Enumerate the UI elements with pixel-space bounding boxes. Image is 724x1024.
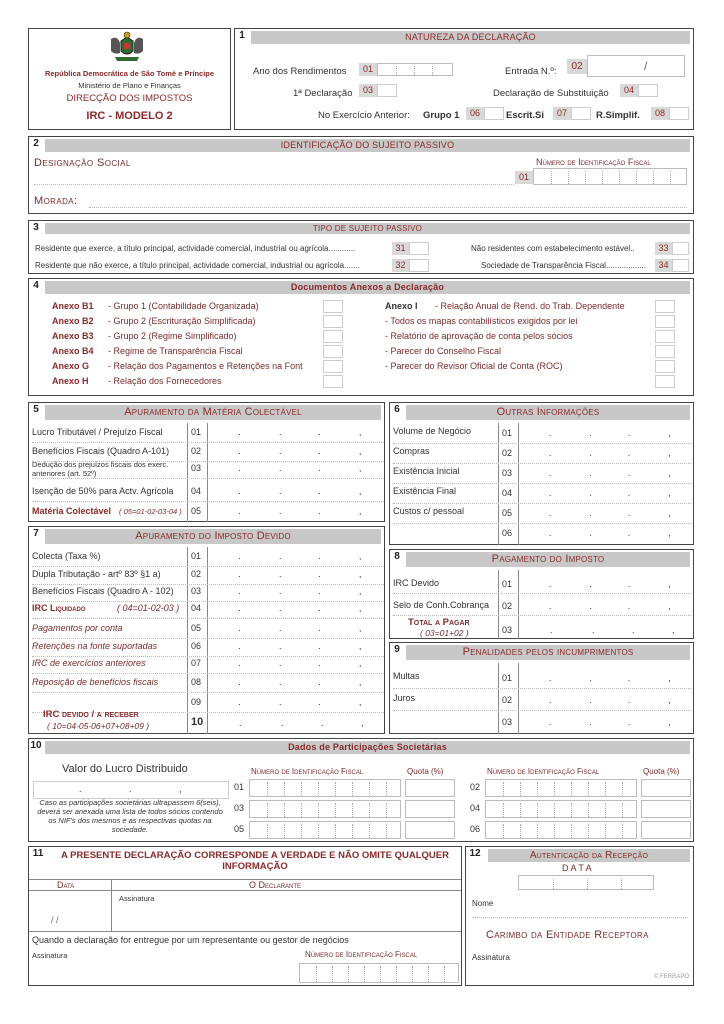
penalidades-row-code: 02 <box>502 695 513 705</box>
section-2-identificacao <box>28 136 694 214</box>
materia-row-label: Benefícios Fiscais (Quadro A-101) <box>32 446 170 456</box>
irc-devido-formula: ( 10=04-05-06+07+08+09 ) <box>47 721 150 731</box>
imposto-row-amount[interactable]: . . . , <box>238 623 362 633</box>
repr-nif-input[interactable] <box>299 963 459 983</box>
anexo-left-code: Anexo H <box>52 376 89 386</box>
outras-row-code: 05 <box>502 508 513 518</box>
nif-code: 01 <box>515 171 533 184</box>
participacao-nif-input[interactable] <box>485 779 637 797</box>
anexo-right-checkbox[interactable] <box>655 345 675 358</box>
nome-label: Nome <box>472 899 494 908</box>
materia-row-label: Matéria Colectável <box>32 506 112 516</box>
section-title: Penalidades pelos incumprimentos <box>406 645 690 660</box>
section-title: Documentos Anexos a Declaração <box>45 281 690 294</box>
section-number: 10 <box>30 740 42 751</box>
anexo-right-checkbox[interactable] <box>655 330 675 343</box>
participacao-code: 04 <box>467 802 483 815</box>
materia-row-code: 01 <box>191 427 202 437</box>
imposto-row-code: 03 <box>191 586 202 596</box>
section-11-declaracao <box>28 846 462 986</box>
participacao-nif-input[interactable] <box>249 800 401 818</box>
anexo-left-checkbox[interactable] <box>323 360 343 373</box>
participacao-quota-input[interactable] <box>405 779 455 797</box>
tipo-34-code: 34 <box>655 259 672 272</box>
direction-name: DIRECÇÃO DOS IMPOSTOS <box>66 93 193 104</box>
section-12-autenticacao <box>465 846 694 986</box>
anexo-right-checkbox[interactable] <box>655 360 675 373</box>
participacao-nif-input[interactable] <box>249 779 401 797</box>
materia-row-amount[interactable]: . . . , <box>238 446 362 456</box>
rsimpl-code: 08 <box>651 107 669 120</box>
section-9-penalidades <box>389 642 694 734</box>
tipo-33-checkbox[interactable] <box>672 242 689 255</box>
participacao-quota-input[interactable] <box>405 800 455 818</box>
participacao-code: 02 <box>467 781 483 794</box>
coat-of-arms-emblem-icon <box>107 31 147 63</box>
penalidades-row-label: Multas <box>393 671 420 681</box>
outras-row-amount[interactable]: . . . , <box>548 528 671 538</box>
anexo-right-checkbox[interactable] <box>655 375 675 388</box>
penalidades-row-amount[interactable]: . . . , <box>548 673 671 683</box>
section-1-natureza <box>234 28 694 130</box>
pagamento-row-amount[interactable]: . . . , <box>548 601 671 611</box>
carimbo-label: Carimbo da Entidade Receptora <box>486 929 649 941</box>
imposto-row-code: 05 <box>191 623 202 633</box>
section-number: 12 <box>469 848 481 859</box>
nif-header-left: Número de Identificação Fiscal <box>251 767 364 776</box>
valor-amount[interactable]: . . , <box>33 781 229 799</box>
exerc-label: No Exercício Anterior: <box>318 110 410 121</box>
primeira-code: 03 <box>359 84 377 97</box>
section-number: 11 <box>32 848 44 859</box>
pagamento-row-code: 01 <box>502 579 513 589</box>
imposto-row-amount[interactable]: . . . , <box>238 569 362 579</box>
section-7-imposto <box>28 526 385 734</box>
section-number: 6 <box>394 404 400 415</box>
escrit-checkbox[interactable] <box>571 107 591 120</box>
anexo-left-checkbox[interactable] <box>323 345 343 358</box>
ano-input[interactable] <box>377 63 453 76</box>
participacao-quota-input[interactable] <box>641 821 691 839</box>
assinatura2-label: Assinatura <box>32 951 68 960</box>
section-title: TIPO DE SUJEITO PASSIVO <box>45 223 690 234</box>
recepcao-date-input[interactable] <box>518 875 654 890</box>
section-title: NATUREZA DA DECLARAÇÃO <box>251 31 690 44</box>
tipo-31-code: 31 <box>392 242 409 255</box>
ano-code: 01 <box>359 63 377 76</box>
subst-label: Declaração de Substituição <box>493 88 609 99</box>
anexo-right-checkbox[interactable] <box>655 300 675 313</box>
imposto-row-code: 04 <box>191 603 202 613</box>
irc-devido-label: IRC devido / a receber <box>43 709 139 720</box>
outras-row-amount[interactable]: . . . , <box>548 448 671 458</box>
rsimpl-label: R.Simplif. <box>596 110 640 121</box>
date-input[interactable]: / / <box>51 915 59 925</box>
grupo1-checkbox[interactable] <box>484 107 504 120</box>
declaracao-title: A PRESENTE DECLARAÇÃO CORRESPONDE A VERDADE E NÃO OMITE QUALQUER INFORMAÇÃO <box>61 850 449 872</box>
assinatura-label: Assinatura <box>472 953 510 962</box>
section-number: 1 <box>239 30 245 41</box>
outras-row-amount[interactable]: . . . , <box>548 428 671 438</box>
imposto-row-label: IRC Liquidado <box>32 603 86 613</box>
anexo-left-code: Anexo G <box>52 361 90 371</box>
entrada-code: 02 <box>567 59 587 74</box>
outras-row-label: Volume de Negócio <box>393 426 472 436</box>
irc-devido-code: 10 <box>191 716 204 728</box>
section-4-anexos <box>28 278 694 396</box>
anexo-right-desc: - Parecer do Conselho Fiscal <box>385 346 502 356</box>
anexo-left-code: Anexo B3 <box>52 331 94 341</box>
materia-row-code: 04 <box>191 486 202 496</box>
anexo-left-checkbox[interactable] <box>323 315 343 328</box>
primeira-label: 1ª Declaração <box>293 88 353 99</box>
outras-row-label: Existência Final <box>393 486 457 496</box>
morada-line <box>89 207 687 208</box>
nif-label: Número de Identificação Fiscal <box>536 157 651 167</box>
anexo-right-desc: - Relatório de aprovação de conta pelos sócios <box>385 331 573 341</box>
outras-row-code: 01 <box>502 428 513 438</box>
penalidades-row-code: 03 <box>502 717 513 727</box>
repr-nif-label: Número de Identificação Fiscal <box>305 950 418 959</box>
materia-row-label: Isenção de 50% para Actv. Agrícola <box>32 486 174 496</box>
header-box <box>28 28 231 130</box>
section-5-materia <box>28 402 385 522</box>
imposto-row-label: Reposição de benefícios fiscais <box>32 677 159 687</box>
penalidades-row-code: 01 <box>502 673 513 683</box>
quota-header-left: Quota (%) <box>407 767 444 776</box>
materia-row-amount[interactable]: . . . , <box>238 486 362 496</box>
data-label: D A T A <box>562 863 592 873</box>
anexo-right-desc: - Parecer do Revisor Oficial de Conta (ROC) <box>385 361 563 371</box>
materia-row-label: Dedução dos prejuízos fiscais dos exerc. anteriores (art. 52º) <box>32 460 169 478</box>
participacao-quota-input[interactable] <box>641 779 691 797</box>
escrit-label: Escrit.Si <box>506 110 545 121</box>
penalidades-row-amount[interactable]: . . . , <box>548 717 671 727</box>
tipo-32-label: Residente que não exerce, a título principal, actividade comercial, industrial ou agrícola....... <box>35 261 360 270</box>
outras-row-code: 03 <box>502 468 513 478</box>
materia-row-amount[interactable]: . . . , <box>238 463 362 473</box>
data-header: Data <box>57 880 75 890</box>
outras-row-amount[interactable]: . . . , <box>548 488 671 498</box>
primeira-checkbox[interactable] <box>377 84 397 97</box>
imposto-row-code: 09 <box>191 697 202 707</box>
materia-row-amount[interactable]: . . . , <box>238 506 362 516</box>
tipo-31-checkbox[interactable] <box>409 242 429 255</box>
imposto-row-label: Benefícios Fiscais (Quadro A - 102) <box>32 586 174 596</box>
section-number: 3 <box>33 222 39 233</box>
imposto-row-label: Pagamentos por conta <box>32 623 123 633</box>
model-title: IRC - MODELO 2 <box>86 110 173 122</box>
anexo-left-code: Anexo B2 <box>52 316 94 326</box>
entrada-input[interactable] <box>587 55 685 77</box>
imposto-row-amount[interactable]: . . . , <box>238 641 362 651</box>
subst-code: 04 <box>620 84 638 97</box>
section-title: Pagamento do Imposto <box>406 552 690 567</box>
tipo-34-label: Sociedade de Transparência Fiscal.................. <box>481 261 646 270</box>
imposto-row-code: 08 <box>191 677 202 687</box>
entrada-label: Entrada N.º: <box>505 66 557 77</box>
imposto-row-label: Colecta (Taxa %) <box>32 551 101 561</box>
outras-row-amount[interactable]: . . . , <box>548 508 671 518</box>
outras-row-amount[interactable]: . . . , <box>548 468 671 478</box>
tipo-33-code: 33 <box>655 242 672 255</box>
participacao-nif-input[interactable] <box>485 821 637 839</box>
subst-checkbox[interactable] <box>638 84 658 97</box>
participacao-code: 05 <box>231 823 247 836</box>
imposto-row-amount[interactable]: . . . , <box>238 658 362 668</box>
materia-row-label: Lucro Tributável / Prejuízo Fiscal <box>32 427 163 437</box>
anexo-left-desc: - Regime de Transparência Fiscal <box>108 346 243 356</box>
anexo-right-code: Anexo I <box>385 301 418 311</box>
morada-label: Morada: <box>34 195 78 207</box>
nif-input[interactable] <box>533 168 687 185</box>
imposto-row-amount[interactable]: . . . , <box>238 697 362 707</box>
irc-devido-amount[interactable]: . . . , <box>239 718 364 728</box>
declarante-header: O Declarante <box>249 880 302 890</box>
imposto-row-amount[interactable]: . . . , <box>238 586 362 596</box>
tipo-32-code: 32 <box>392 259 409 272</box>
anexo-right-desc: - Relação Anual de Rend. do Trab. Dependente <box>435 301 625 311</box>
anexo-right-checkbox[interactable] <box>655 315 675 328</box>
section-title: Outras Informações <box>406 405 690 420</box>
copyright-text: © FERRAPO <box>653 974 689 980</box>
materia-row-code: 03 <box>191 463 202 473</box>
rsimpl-checkbox[interactable] <box>669 107 689 120</box>
section-title: Dados de Participações Societárias <box>45 741 690 754</box>
total-code: 03 <box>502 625 513 635</box>
designacao-label: Designação Social <box>34 157 131 169</box>
penalidades-row-amount[interactable]: . . . , <box>548 695 671 705</box>
anexo-left-desc: - Grupo 1 (Contabilidade Organizada) <box>108 301 259 311</box>
pagamento-row-label: IRC Devido <box>393 578 440 588</box>
materia-row-code: 05 <box>191 506 202 516</box>
imposto-row-code: 02 <box>191 569 202 579</box>
escrit-code: 07 <box>553 107 571 120</box>
section-title: IDENTIFICAÇÃO DO SUJEITO PASSIVO <box>45 139 690 152</box>
outras-row-label: Custos c/ pessoal <box>393 506 465 516</box>
imposto-row-amount[interactable]: . . . , <box>238 551 362 561</box>
materia-row-code: 02 <box>191 446 202 456</box>
entrada-slash: / <box>644 59 648 73</box>
total-formula: ( 03=01+02 ) <box>420 628 469 638</box>
materia-formula: ( 05=01-02-03-04 ) <box>119 507 182 516</box>
ministry-name: Ministério de Plano e Finanças <box>78 81 181 90</box>
imposto-row-code: 07 <box>191 658 202 668</box>
nif-header-right: Número de Identificação Fiscal <box>487 767 600 776</box>
valor-label: Valor do Lucro Distribuido <box>62 763 188 775</box>
section-title: Apuramento do Imposto Devido <box>45 529 381 544</box>
pagamento-row-code: 02 <box>502 601 513 611</box>
outras-row-code: 04 <box>502 488 513 498</box>
grupo1-code: 06 <box>466 107 484 120</box>
imposto-formula: ( 04=01-02-03 ) <box>117 603 180 613</box>
participacao-nif-input[interactable] <box>485 800 637 818</box>
tipo-33-label: Não residentes com estabelecimento estável.. <box>471 244 635 253</box>
ano-label: Ano dos Rendimentos <box>253 66 347 77</box>
section-title: Apuramento da Matéria Colectável <box>45 405 381 420</box>
imposto-row-amount[interactable]: . . . , <box>238 677 362 687</box>
total-label: Total a Pagar <box>408 617 470 628</box>
section-8-pagamento <box>389 549 694 639</box>
participacao-quota-input[interactable] <box>405 821 455 839</box>
anexo-left-desc: - Grupo 2 (Regime Simplificado) <box>108 331 237 341</box>
anexo-left-code: Anexo B4 <box>52 346 94 356</box>
total-amount[interactable]: . . . , <box>550 625 675 635</box>
outras-row-label: Compras <box>393 446 430 456</box>
participacoes-note: Caso as participações societárias ultrapassem 6(seis), deverá ser anexada uma lista de todos sócios contendo os NIF's dos mesmos e as respectivas quotas na sociedade. <box>37 798 223 834</box>
anexo-left-code: Anexo B1 <box>52 301 94 311</box>
participacao-code: 01 <box>231 781 247 794</box>
repr-label: Quando a declaração for entregue por um representante ou gestor de negócios <box>32 935 349 945</box>
tipo-32-checkbox[interactable] <box>409 259 429 272</box>
imposto-row-label: Retenções na fonte suportadas <box>32 641 158 651</box>
section-number: 2 <box>33 138 39 149</box>
participacao-nif-input[interactable] <box>249 821 401 839</box>
assinatura-label: Assinatura <box>119 894 155 903</box>
imposto-row-label: IRC de exercícios anteriores <box>32 658 146 668</box>
imposto-row-code: 06 <box>191 641 202 651</box>
penalidades-row-label: Juros <box>393 693 416 703</box>
pagamento-row-amount[interactable]: . . . , <box>548 579 671 589</box>
quota-header-right: Quota (%) <box>643 767 680 776</box>
imposto-row-amount[interactable]: . . . , <box>238 603 362 613</box>
section-10-participacoes <box>28 738 694 842</box>
materia-row-amount[interactable]: . . . , <box>238 427 362 437</box>
section-number: 5 <box>33 404 39 415</box>
imposto-row-code: 01 <box>191 551 202 561</box>
anexo-left-desc: - Grupo 2 (Escrituração Simplificada) <box>108 316 256 326</box>
republic-name: República Democrática de São Tomé e Príncipe <box>44 69 215 78</box>
section-number: 8 <box>394 551 400 562</box>
anexo-left-desc: - Relação dos Fornecedores <box>108 376 222 386</box>
grupo1-label: Grupo 1 <box>423 110 460 121</box>
imposto-row-label: Dupla Tributação - artº 83º §1 a) <box>32 569 161 579</box>
designacao-line <box>34 184 514 185</box>
section-number: 9 <box>394 644 400 655</box>
section-number: 4 <box>33 280 39 291</box>
participacao-code: 03 <box>231 802 247 815</box>
tipo-34-checkbox[interactable] <box>672 259 689 272</box>
section-number: 7 <box>33 528 39 539</box>
participacao-code: 06 <box>467 823 483 836</box>
anexo-right-desc: - Todos os mapas contabilísticos exigidos por lei <box>385 316 578 326</box>
anexo-left-checkbox[interactable] <box>323 330 343 343</box>
participacao-quota-input[interactable] <box>641 800 691 818</box>
anexo-left-checkbox[interactable] <box>323 375 343 388</box>
outras-row-code: 02 <box>502 448 513 458</box>
tipo-31-label: Residente que exerce, a título principal, actividade comercial, industrial ou agrícola............ <box>35 244 356 253</box>
anexo-left-checkbox[interactable] <box>323 300 343 313</box>
section-title: Autenticação da Recepção <box>488 849 690 862</box>
outras-row-code: 06 <box>502 528 513 538</box>
anexo-left-desc: - Relação dos Pagamentos e Retenções na Font <box>108 361 303 371</box>
pagamento-row-label: Selo de Conh.Cobrança <box>393 600 490 610</box>
section-6-outras <box>389 402 694 545</box>
outras-row-label: Existência Inicial <box>393 466 460 476</box>
section-3-tipo <box>28 220 694 274</box>
